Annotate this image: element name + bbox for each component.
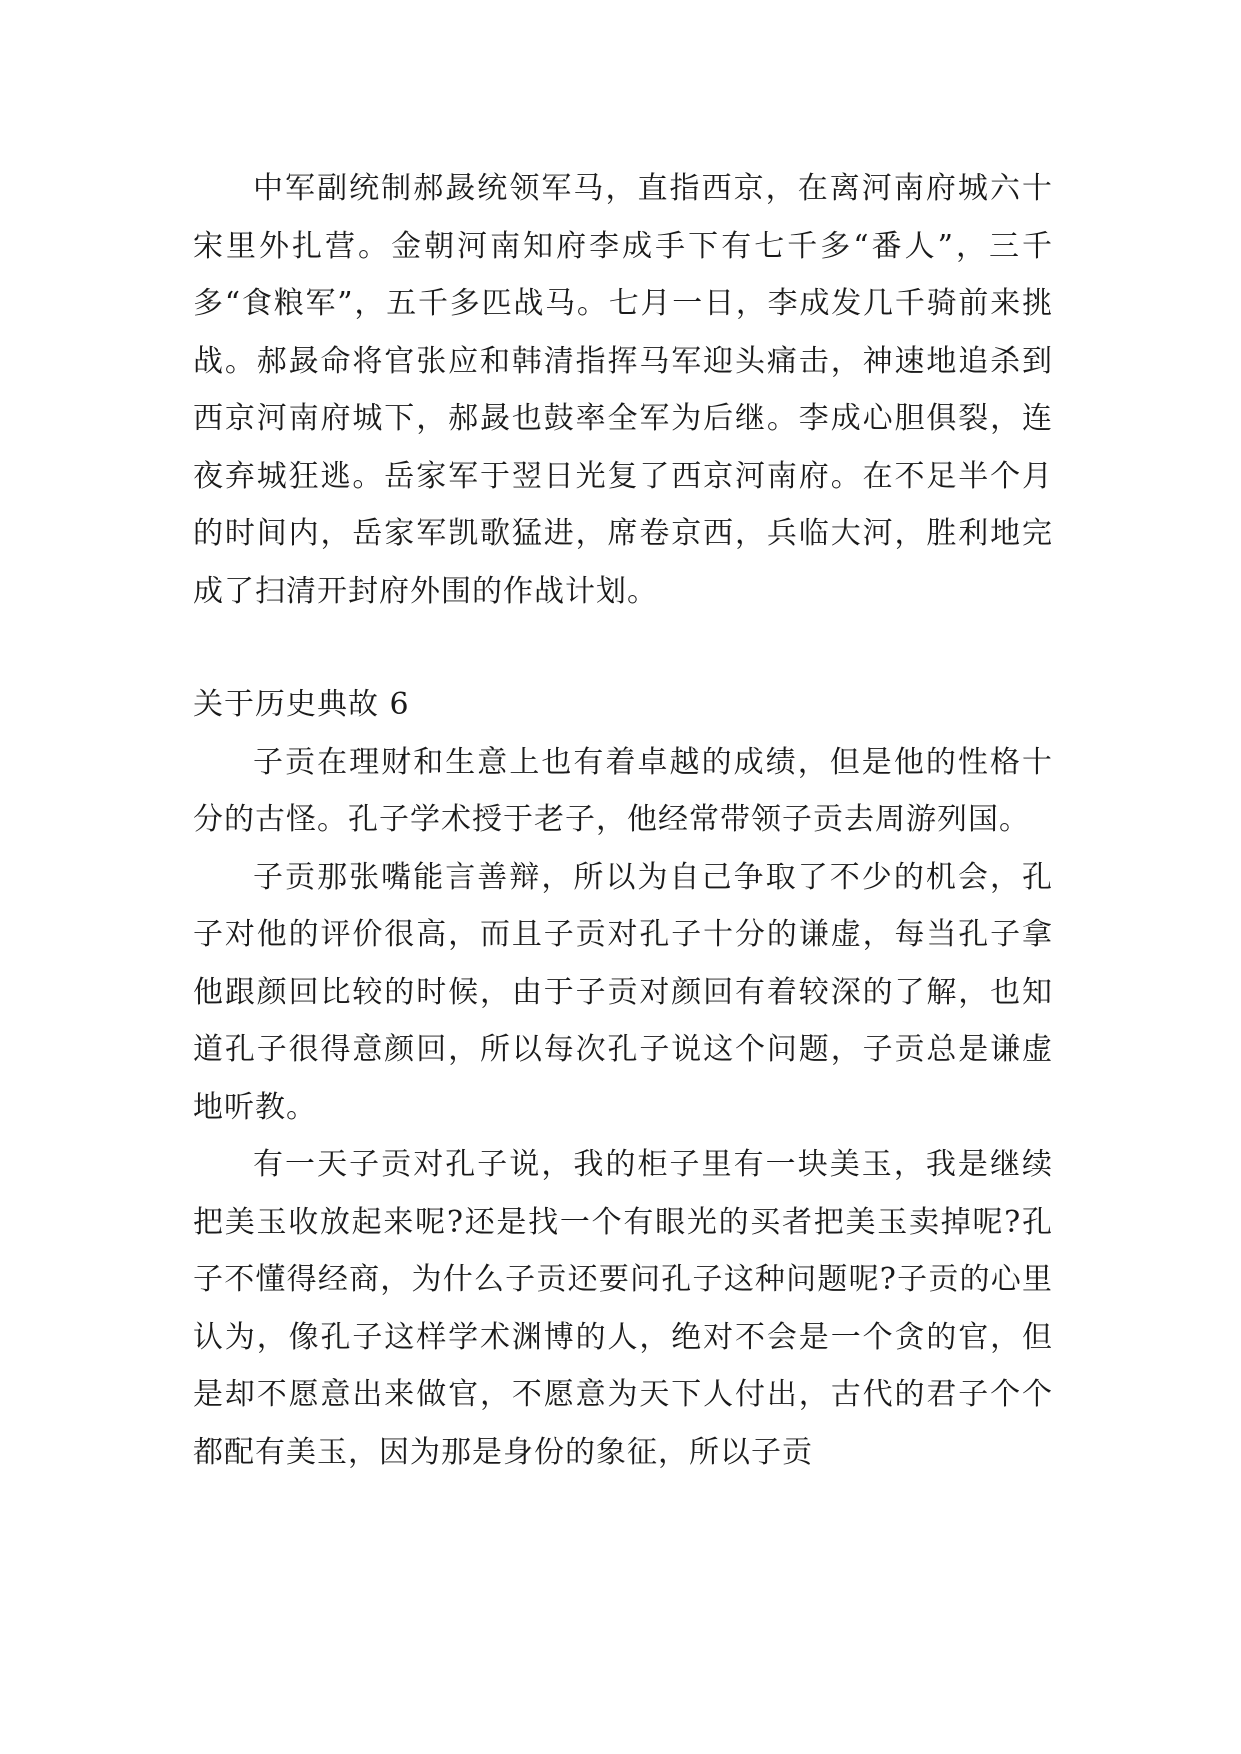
- paragraph: 子贡那张嘴能言善辩，所以为自己争取了不少的机会，孔子对他的评价很高，而且子贡对孔子十分的谦虚，每当孔子拿他跟颜回比较的时候，由于子贡对颜回有着较深的了解，也知道孔子很得意颜回，所以每次孔子说这个问题，子贡总是谦虚地听教。: [193, 859, 1053, 1125]
- section-heading: 关于历史典故 6: [193, 687, 410, 722]
- document-body: [193, 160, 1053, 1481]
- paragraph: 中军副统制郝晸统领军马，直指西京，在离河南府城六十宋里外扎营。金朝河南知府李成手下有七千多“番人”，三千多“食粮军”，五千多匹战马。七月一日，李成发几千骑前来挑战。郝晸命将官张应和韩清指挥马军迎头痛击，神速地追杀到西京河南府城下，郝晸也鼓率全军为后继。李成心胆俱裂，连夜弃城狂逃。岳家军于翌日光复了西京河南府。在不足半个月的时间内，岳家军凯歌猛进，席卷京西，兵临大河，胜利地完成了扫清开封府外围的作战计划。: [193, 171, 1053, 609]
- paragraph: 子贡在理财和生意上也有着卓越的成绩，但是他的性格十分的古怪。孔子学术授于老子，他经常带领子贡去周游列国。: [193, 744, 1053, 837]
- paragraph: 有一天子贡对孔子说，我的柜子里有一块美玉，我是继续把美玉收放起来呢?还是找一个有眼光的买者把美玉卖掉呢?孔子不懂得经商，为什么子贡还要问孔子这种问题呢?子贡的心里认为，像孔子这样学术渊博的人，绝对不会是一个贪的官，但是却不愿意出来做官，不愿意为天下人付出，古代的君子个个都配有美玉，因为那是身份的象征，所以子贡: [193, 1147, 1053, 1470]
